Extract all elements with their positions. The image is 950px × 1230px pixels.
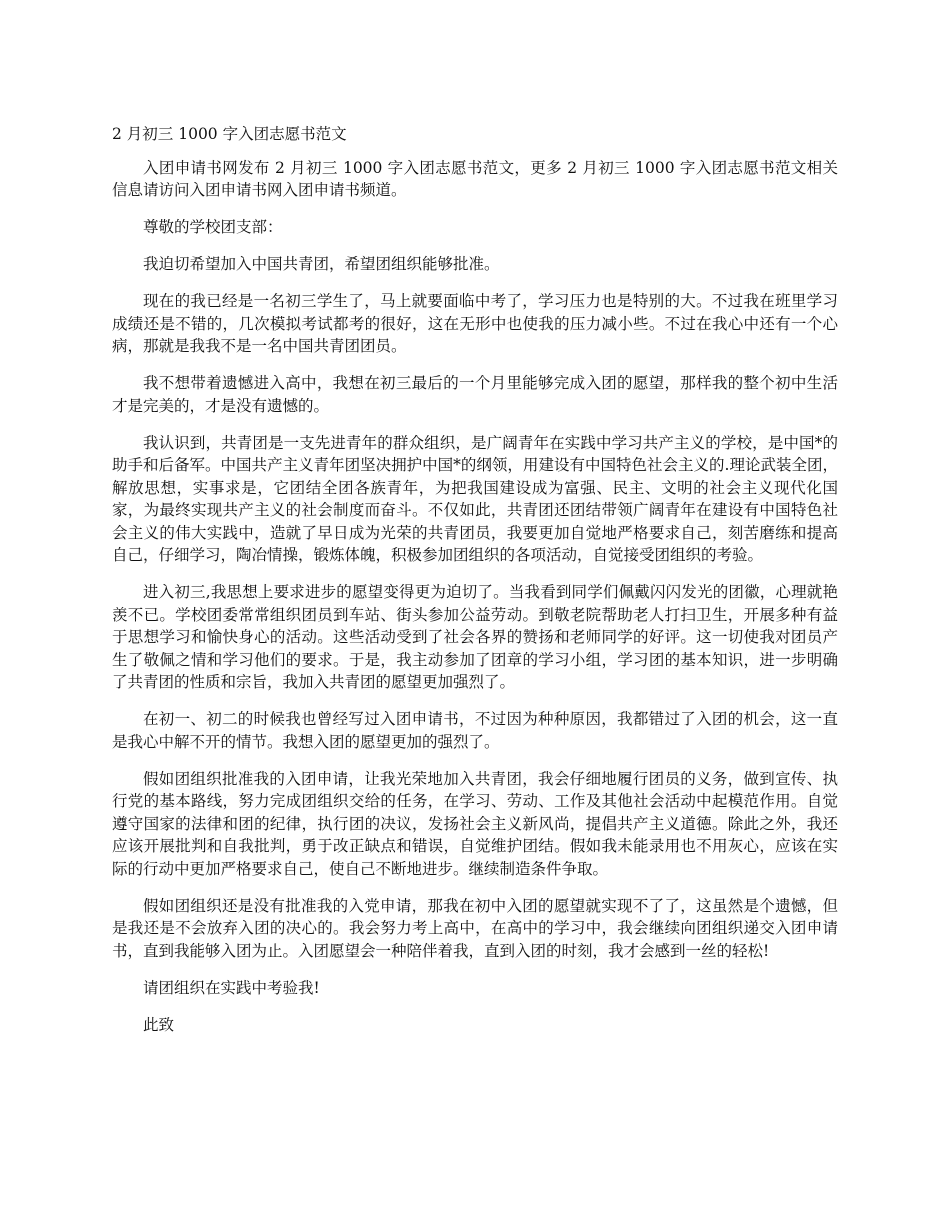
document-body — [112, 123, 838, 1051]
paragraph: 请团组织在实践中考验我! — [143, 978, 320, 997]
paragraph: 现在的我已经是一名初三学生了，马上就要面临中考了，学习压力也是特别的大。不过我在班里学习成绩还是不错的，几次模拟考试都考的很好，这在无形中也使我的压力减小些。不过在我心中还有一个心病，那就是我我不是一名中国共青团团员。 — [112, 292, 838, 355]
paragraph: 我认识到，共青团是一支先进青年的群众组织，是广阔青年在实践中学习共产主义的学校，是中国*的助手和后备军。中国共产主义青年团坚决拥护中国*的纲领，用建设有中国特色社会主义的.理论武装全团，解放思想，实事求是，它团结全团各族青年，为把我国建设成为富强、民主、文明的社会主义现代化国家，为最终实现共产主义的社会制度而奋斗。不仅如此，共青团还团结带领广阔青年在建设有中国特色社会主义的伟大实践中，造就了早日成为光荣的共青团员，我要更加自觉地严格要求自己，刻苦磨练和提高自己，仔细学习，陶冶情操，锻炼体魄，积极参加团组织的各项活动，自觉接受团组织的考验。 — [112, 433, 838, 564]
paragraph: 在初一、初二的时候我也曾经写过入团申请书，不过因为种种原因，我都错过了入团的机会，这一直是我心中解不开的情节。我想入团的愿望更加的强烈了。 — [112, 710, 838, 751]
paragraph: 我迫切希望加入中国共青团，希望团组织能够批准。 — [143, 255, 500, 273]
document-title: 2 月初三 1000 字入团志愿书范文 — [112, 125, 347, 143]
paragraph-closing: 此致 — [143, 1015, 175, 1034]
paragraph: 假如团组织还是没有批准我的入党申请，那我在初中入团的愿望就实现不了了，这虽然是个遗憾，但是我还是不会放弃入团的决心的。我会努力考上高中，在高中的学习中，我会继续向团组织递交入团申请书，直到我能够入团为止。入团愿望会一种陪伴着我，直到入团的时刻，我才会感到一丝的轻松! — [112, 896, 838, 960]
paragraph: 我不想带着遗憾进入高中，我想在初三最后的一个月里能够完成入团的愿望，那样我的整个初中生活才是完美的，才是没有遗憾的。 — [112, 374, 838, 415]
paragraph-salutation: 尊敬的学校团支部： — [143, 218, 283, 236]
paragraph: 假如团组织批准我的入团申请，让我光荣地加入共青团，我会仔细地履行团员的义务，做到宣传、执行党的基本路线，努力完成团组织交给的任务，在学习、劳动、工作及其他社会活动中起模范作用。自觉遵守国家的法律和团的纪律，执行团的决议，发扬社会主义新风尚，提倡共产主义道德。除此之外，我还应该开展批判和自我批判，勇于改正缺点和错误，自觉维护团结。假如我未能录用也不用灰心，应该在实际的行动中更加严格要求自己，使自己不断地进步。继续制造条件争取。 — [112, 769, 838, 878]
paragraph-intro: 入团申请书网发布 2 月初三 1000 字入团志愿书范文，更多 2 月初三 1000 字入团志愿书范文相关信息请访问入团申请书网入团申请书频道。 — [112, 158, 838, 199]
paragraph: 进入初三,我思想上要求进步的愿望变得更为迫切了。当我看到同学们佩戴闪闪发光的团徽，心理就艳羡不已。学校团委常常组织团员到车站、街头参加公益劳动。到敬老院帮助老人打扫卫生，开展多种有益于思想学习和愉快身心的活动。这些活动受到了社会各界的赞扬和老师同学的好评。这一切使我对团员产生了敬佩之情和学习他们的要求。于是，我主动参加了团章的学习小组，学习团的基本知识，进一步明确了共青团的性质和宗旨，我加入共青团的愿望更加强烈了。 — [112, 583, 838, 691]
